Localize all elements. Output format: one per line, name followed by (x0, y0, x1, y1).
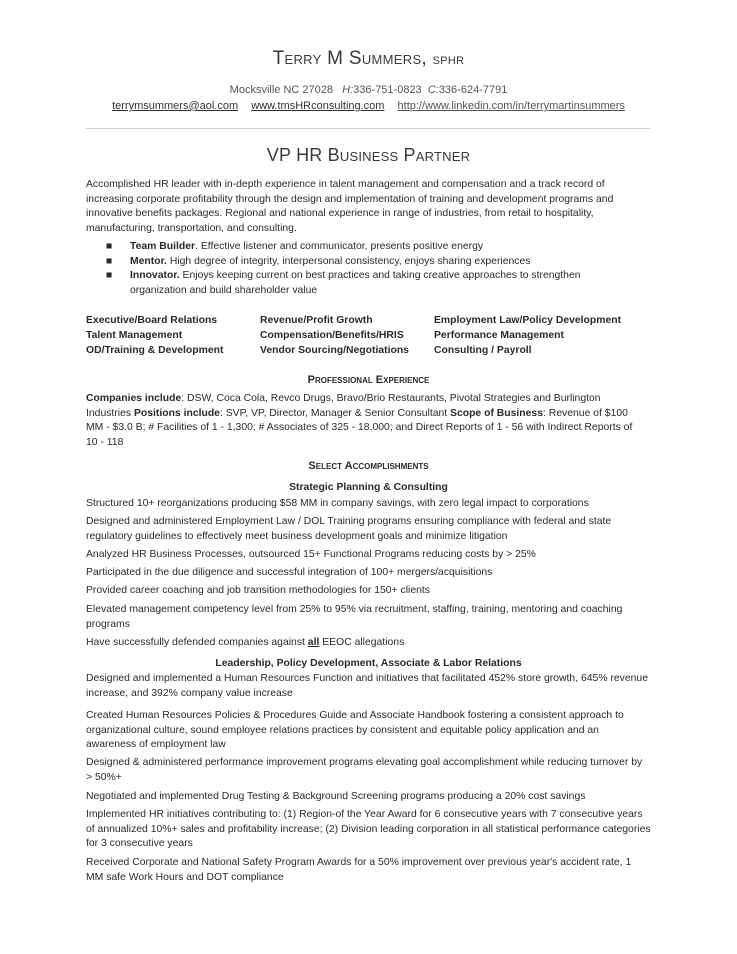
group1-title: Strategic Planning & Consulting (289, 482, 448, 493)
experience-paragraph (86, 392, 646, 450)
candidate-name (0, 48, 737, 69)
accomplishments-heading: Select Accomplishments (308, 460, 429, 472)
skills-column-3 (434, 314, 621, 359)
skill-item: Executive/Board Relations (86, 315, 218, 326)
group2-title: Leadership, Policy Development, Associate & Labor Relations (215, 658, 522, 669)
companies-text: : DSW, Coca Cola, Revco Drugs, Bravo/Brio Restaurants, Pivotal Strategies and Burlington Industries (86, 393, 601, 419)
bullet-label: Mentor. (130, 255, 167, 267)
bullet-text: Enjoys keeping current on best practices and taking creative approaches to strengthen organization and build shareholder value (130, 270, 581, 296)
credential-text: SPHR (432, 55, 465, 67)
scope-text: : Revenue of $100 MM - $3.0 B; # Facilities of 1 - 1,300; # Associates of 325 - 18,000; and Direct Reports of 1 - 56 with Indirect Reports of 10 - 118 (86, 407, 633, 448)
skill-item: Talent Management (86, 330, 183, 341)
list-item: Analyzed HR Business Processes, outsourced 15+ Functional Programs reducing costs by > 25% (86, 549, 536, 560)
name-text: Terry M Summers, (272, 48, 428, 69)
bullet-label: Innovator. (130, 270, 180, 282)
skill-item: OD/Training & Development (86, 345, 224, 356)
list-item: Participated in the due diligence and successful integration of 100+ mergers/acquisitions (86, 567, 493, 578)
positions-text: : SVP, VP, Director, Manager & Senior Consultant (219, 407, 451, 419)
bullet-text: High degree of integrity, interpersonal consistency, enjoys sharing experiences (166, 255, 531, 267)
cell-phone-label: C: (427, 84, 439, 96)
links-line (0, 99, 737, 114)
website-link[interactable]: www.tmsHRconsulting.com (251, 100, 385, 112)
email-link[interactable]: terrymsummers@aol.com (112, 100, 239, 112)
contact-line (0, 83, 737, 98)
list-item (104, 255, 624, 270)
skill-item: Consulting / Payroll (434, 345, 532, 356)
skills-column-2 (260, 314, 409, 359)
header-divider (86, 128, 650, 129)
list-item: Designed & administered performance improvement programs elevating goal accomplishment while reducing turnover by > 50%+ (86, 757, 643, 783)
list-item (86, 636, 651, 651)
bullet-icon: ■ (106, 255, 113, 267)
list-item: Designed and administered Employment Law / DOL Training programs ensuring compliance with federal and state regulatory guidelines to effectively meet business development goals and minimize litigation (86, 516, 612, 542)
list-item (104, 240, 624, 255)
list-item: Elevated management competency level from 25% to 95% via recruitment, staffing, training, mentoring and coaching programs (86, 604, 623, 630)
home-phone-label: H: (342, 84, 354, 96)
list-item: Negotiated and implemented Drug Testing & Background Screening programs producing a 20% cost savings (86, 791, 586, 802)
bullet-label: Team Builder (130, 241, 196, 252)
positions-label: Positions include (133, 407, 220, 419)
bullet-icon: ■ (106, 241, 113, 252)
scope-label: Scope of Business (450, 407, 543, 419)
defended-emphasis: all (307, 637, 320, 648)
list-item: Created Human Resources Policies & Procedures Guide and Associate Handbook fostering a consistent approach to organizational culture, sound employee relations practices by consistent and equitable policy application and an awareness of employment law (86, 710, 624, 751)
location-text: Mocksville NC 27028 (229, 84, 333, 96)
skill-item: Performance Management (434, 330, 564, 341)
home-phone: 336-751-0823 (353, 84, 422, 96)
defended-text: Have successfully defended companies against (86, 637, 308, 648)
list-item: Received Corporate and National Safety Program Awards for a 50% improvement over previous year's accident rate, 1 MM safe Work Hours and DOT compliance (86, 857, 632, 883)
list-item (104, 269, 624, 298)
skill-item: Compensation/Benefits/HRIS (260, 330, 404, 341)
summary-paragraph: Accomplished HR leader with in-depth experience in talent management and compensation and a track record of increasing corporate profitability through the design and implementation of training and development programs and innovative benefits packages. Regional and national experience in range of industries, from retail to hospitality, manufacturing, transportation, and consulting. (86, 179, 614, 234)
cell-phone: 336-624-7791 (438, 84, 508, 96)
linkedin-link[interactable]: http://www.linkedin.com/in/terrymartinsummers (397, 100, 625, 112)
list-item: Structured 10+ reorganizations producing $58 MM in company savings, with zero legal impact to corporations (86, 498, 589, 509)
skill-item: Vendor Sourcing/Negotiations (260, 345, 409, 356)
list-item: Provided career coaching and job transition methodologies for 150+ clients (86, 585, 430, 596)
companies-label: Companies include (86, 393, 182, 404)
skills-column-1 (86, 314, 223, 359)
resume-title: VP HR Business Partner (266, 145, 471, 165)
list-item: Implemented HR initiatives contributing to: (1) Region-of the Year Award for 6 consecutive years with 7 consecutive years of annualized 10%+ sales and profitability increase; (2) Division leading corporation in all statistical performance categories for 3 consecutive years (86, 809, 651, 850)
strengths-list (104, 240, 624, 298)
skill-item: Revenue/Profit Growth (260, 315, 373, 326)
skill-item: Employment Law/Policy Development (434, 315, 622, 326)
experience-heading: Professional Experience (307, 374, 430, 386)
defended-text-end: EEOC allegations (319, 637, 405, 648)
list-item: Designed and implemented a Human Resources Function and initiatives that facilitated 452% store growth, 645% revenue increase, and 392% company value increase (86, 673, 648, 699)
bullet-icon: ■ (106, 270, 113, 282)
bullet-text: . Effective listener and communicator, presents positive energy (195, 241, 484, 252)
